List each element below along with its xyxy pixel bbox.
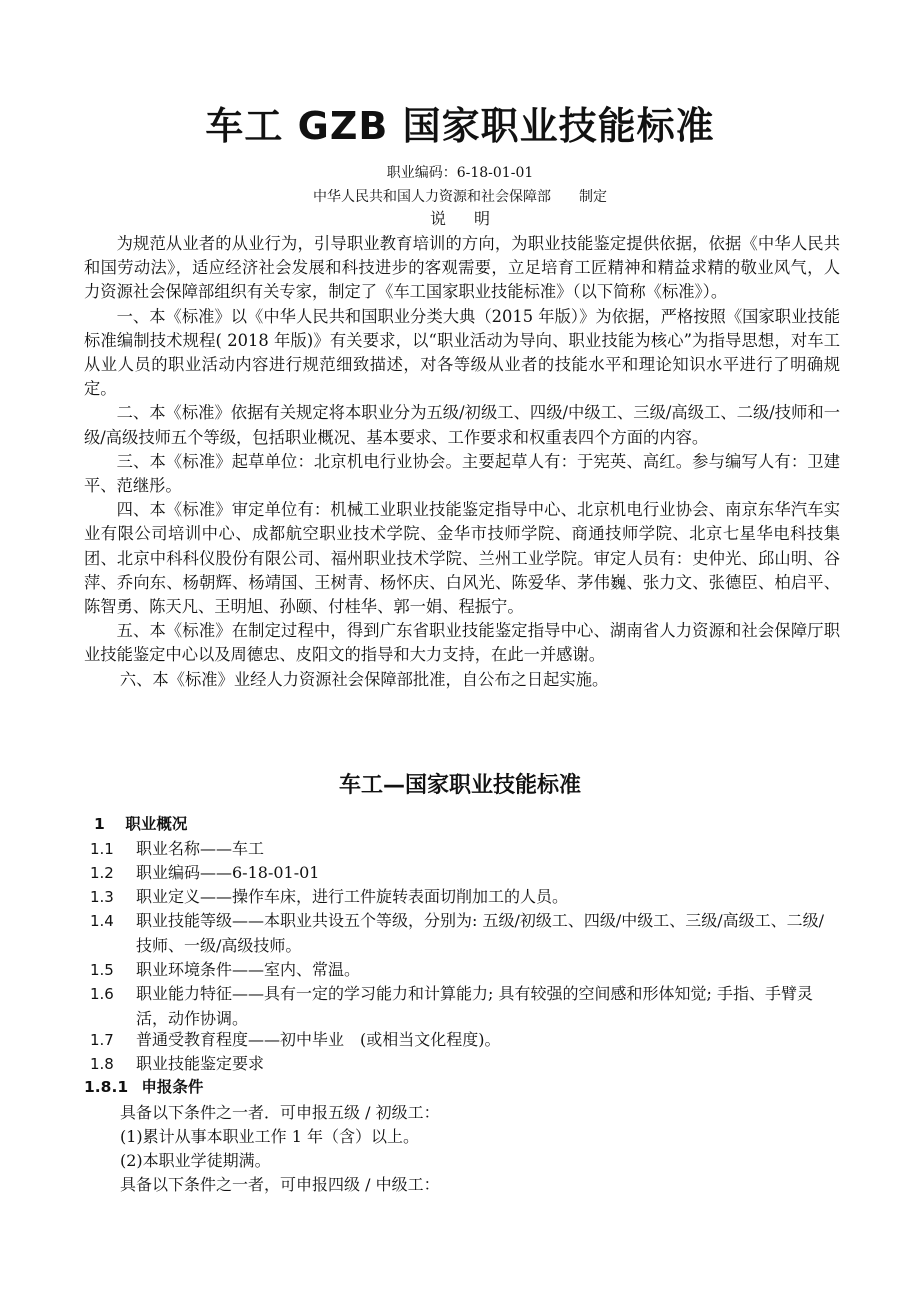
item-number: 1.6	[90, 985, 114, 1003]
item-number: 1.3	[90, 888, 114, 906]
item-text: 职业名称——车工	[136, 839, 265, 858]
paragraph-2: 二、本《标准》依据有关规定将本职业分为五级/初级工、四级/中级工、三级/高级工、二级/技师和一级/高级技师五个等级，包括职业概况、基本要求、工作要求和权重表四个方面的内容。	[84, 403, 840, 447]
list-item	[90, 861, 840, 886]
item-text: 职业环境条件——室内、常温。	[136, 960, 361, 979]
list-item	[90, 982, 840, 1031]
explanation-body	[84, 232, 840, 692]
standard-subtitle: 车工—国家职业技能标准	[338, 773, 581, 798]
paragraph-1: 一、本《标准》以《中华人民共和国职业分类大典（2015 年版）》为依据，严格按照《国家职业技能标准编制技术规程( 2018 年版)》有关要求，以“职业活动为导向、职业技能为核心”为指导思想，对车工从业人员的职业活动内容进行规范细致描述，对各等级从业者的技能水平和理论知识水平进行了明确规定。	[84, 306, 840, 399]
condition-line: (1)累计从事本职业工作 1 年（含）以上。	[120, 1127, 420, 1146]
item-number: 1.5	[90, 961, 114, 979]
item-text: 职业编码——6-18-01-01	[136, 863, 320, 882]
item-text: 职业定义——操作车床，进行工件旋转表面切削加工的人员。	[136, 887, 569, 906]
item-text: 职业技能鉴定要求	[136, 1054, 265, 1073]
list-item	[90, 885, 840, 910]
item-number: 1.2	[90, 864, 114, 882]
condition-line: (2)本职业学徒期满。	[120, 1151, 271, 1170]
subsection-number: 1.8.1	[84, 1078, 129, 1096]
paragraph-4: 四、本《标准》审定单位有：机械工业职业技能鉴定指导中心、北京机电行业协会、南京东华汽车实业有限公司培训中心、成都航空职业技术学院、金华市技师学院、商通技师学院、北京七星华电科技集团、北京中科科仪股份有限公司、福州职业技术学院、兰州工业学院。审定人员有：史仲光、邱山明、谷萍、乔向东、杨朝辉、杨靖国、王树青、杨怀庆、白风光、陈爱华、茅伟巍、张力文、张德臣、柏启平、陈智勇、陈天凡、王明旭、孙颐、付桂华、郭一娟、程振宁。	[84, 500, 840, 617]
paragraph-3: 三、本《标准》起草单位：北京机电行业协会。主要起草人有：于宪英、高红。参与编写人有：卫建平、范继彤。	[84, 451, 840, 496]
item-number: 1.4	[90, 912, 114, 930]
subsection-heading	[84, 1075, 203, 1099]
section-title: 职业概况	[125, 815, 188, 833]
list-item	[90, 1052, 840, 1077]
list-item	[90, 837, 840, 862]
item-text: 职业技能等级——本职业共设五个等级，分别为: 五级/初级工、四级/中级工、三级/高级工、二级/技师、一级/高级技师。	[136, 911, 825, 955]
item-number: 1.8	[90, 1055, 114, 1073]
item-number: 1.7	[90, 1031, 114, 1049]
section-number: 1	[94, 815, 105, 833]
list-item	[90, 909, 840, 958]
item-text: 普通受教育程度——初中毕业 (或相当文化程度)。	[136, 1030, 501, 1049]
condition-line: 具备以下条件之一者．可申报五级 / 初级工：	[120, 1103, 440, 1122]
occupation-code: 职业编码：6-18-01-01	[386, 165, 534, 181]
paragraph-6: 六、本《标准》业经人力资源社会保障部批准，自公布之日起实施。	[119, 669, 609, 689]
issuer-line: 中华人民共和国人力资源和社会保障部 制定	[313, 189, 607, 205]
list-item	[90, 958, 840, 983]
item-text: 职业能力特征——具有一定的学习能力和计算能力; 具有较强的空间感和形体知觉; 手指、手臂灵活，动作协调。	[136, 984, 813, 1028]
section-heading	[94, 812, 187, 836]
explain-heading: 说明	[429, 209, 518, 228]
paragraph-5: 五、本《标准》在制定过程中，得到广东省职业技能鉴定指导中心、湖南省人力资源和社会保障厅职业技能鉴定中心以及周德忠、皮阳文的指导和大力支持，在此一并感谢。	[84, 621, 840, 665]
subsection-title: 申报条件	[141, 1078, 204, 1096]
condition-line: 具备以下条件之一者，可申报四级 / 中级工：	[120, 1175, 440, 1194]
list-item	[90, 1028, 840, 1053]
document-title: 车工 GZB 国家职业技能标准	[205, 104, 715, 148]
item-number: 1.1	[90, 840, 114, 858]
paragraph-intro: 为规范从业者的从业行为，引导职业教育培训的方向，为职业技能鉴定提供依据，依据《中华人民共和国劳动法》，适应经济社会发展和科技进步的客观需要，立足培育工匠精神和精益求精的敬业风气，人力资源社会保障部组织有关专家，制定了《车工国家职业技能标准》（以下简称《标准》）。	[84, 234, 840, 302]
